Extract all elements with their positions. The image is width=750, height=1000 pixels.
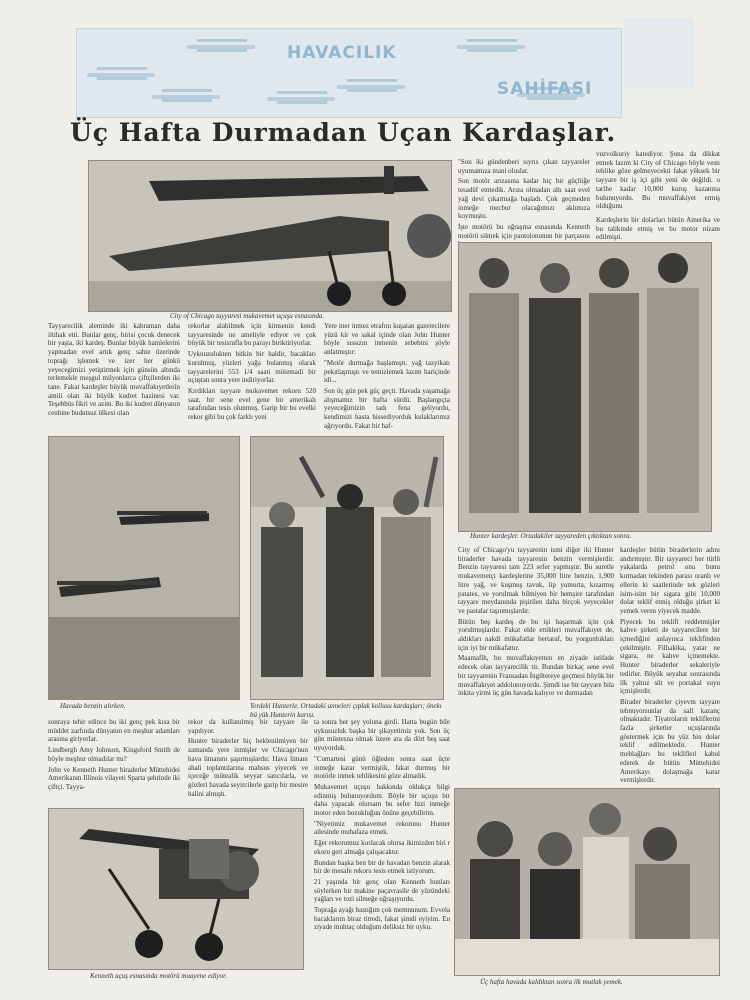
paragraph: Uykuuzulukten bitkin bir haldir, bacakları kurulmuş, yüzleri yağa bulanmış olarak tayyarelerini 553 1/4 saati mütemadi bir uçuştan sonra yere indiriyorlar.	[188, 350, 316, 385]
paragraph: "Cumartesi günü öğleden sonra saat üçte inmeğe karar vermiştik, fakat durmuş bir motörle inmek tehlikesini göze almadık.	[314, 754, 450, 781]
paragraph: Lindbergh Amy Johnson, Kingsford Smith de böyle meşhur olmadılar mı?	[48, 746, 180, 763]
paragraph: "Son iki gündenberi sıyrıs çıkan tayyareler uyumamıza mani oluslar.	[458, 158, 590, 175]
article-col-b1	[458, 158, 590, 238]
paragraph: Piyecek bu teklifi reddetmişler kahve şirketi de tayyarecilere bir içmediğini anlayınca teklifinden çekilmiştir. Filhakika, yatar ne sigara, ne kahve içmemekte. Hunter biraderler sekaleriyle tedirler. Büyük seyahat sonrasında ilk yalnız süt ve portakal suyu içmişlerdir.	[620, 617, 720, 696]
article-col-a1	[48, 322, 180, 430]
plane-icon	[87, 67, 157, 85]
paragraph: Kardeşlerin bir dolarları bütün Amerika ve bu talikinde etmiş ve bu motor nizam edilmişti.	[596, 216, 720, 242]
paragraph: vuzvolkuriy katediyor. Şuna da dikkat etmek lazım ki City of Chicago böyle vestı tehlike göze gelmeyecekti fakat yüksek bir tayyare bir iş içi gibi yeni de değildi. o tarihe kadar 10,000 kuruş kazanma bulunuyordu. Bu muvaffakiyet ermiş olduğunu	[596, 150, 720, 211]
refuel-illustration	[49, 437, 239, 699]
article-col-b5	[620, 546, 720, 785]
article-col-c3	[314, 718, 450, 988]
banner-word-havacilik: HAVACILIK	[287, 43, 397, 63]
paragraph: ta sonra her şey yoluna girdi. Hatta bugün bile uykusuzluk başka bir şikayetimiz yok. Son üç gün müstesna olmak üzere ara da dört beş saat uyuyorduk.	[314, 718, 450, 753]
brothers-illustration	[459, 243, 711, 531]
caption-hunter-brothers: Hunter kardeşler. Ortadakiler tayyareden çıktıktan sonra.	[470, 532, 632, 540]
paragraph: Bütün beş kardeş de bu işi başarmak için çok yorulmuşlardır. Fakat elde ettikleri muvaffakıyet de, aldıkları nakdi mükafatlar bertaraf, bu yorgunlukları için iyi bir mükafattır.	[458, 617, 614, 652]
caption-first-meal: Üç hafta havada kaldıktan sonra ilk mutlak yemek.	[480, 978, 623, 986]
paragraph: City of Chicago'yu tayyarenin ismi diğer iki Hunter biraderler havada tayyarenin benzin vermişlerdir. Benzin tayyaresi tam 223 sefer yapmıştır. Bu suretle mukavemetçi kardeşlerine 35,000 litre benzin, 1,900 litre yağ, ve kuşmuş tavuk, lip yumurta, kızarmış patates, ve yorulmak bilmiyen bir hemşire tarafından tayyare meydanında pişirilen daha birçok yeyecekler ve pastalar taşınmışlardır.	[458, 546, 614, 615]
ladies-illustration	[251, 437, 443, 699]
plane-icon	[152, 89, 222, 107]
paragraph: Mukavemet uçuşu hakkında oldukça bilgi edinmiş bulunuyordum. Böyle bir uçuşu bir daha yapacak olursam bu sefer hizi inmeğe motor eden bozukluğun önüne geçebilirim.	[314, 782, 450, 818]
plane-icon	[457, 39, 527, 57]
caption-plane-top: City of Chicago tayyaresi mukavemet uçuşu esnasında.	[170, 312, 325, 320]
article-col-b3	[596, 150, 720, 218]
aviation-banner	[76, 28, 622, 118]
article-col-a2	[188, 322, 316, 430]
article-col-b2	[458, 546, 614, 780]
paragraph: Yere iner inmez etrafını kuşatan gazetecilere yüzü kir ve sakal içinde olan John Hunter böyle sıssızın inmenin sebebini şöyle anlatmıştır:	[324, 322, 450, 357]
article-col-c2	[188, 718, 308, 806]
article-col-a3	[324, 322, 450, 430]
paragraph: İşte motörü bu uğraşma esnasında Kenneth motörü silmek için pantolonunun bir parçasını	[458, 222, 590, 240]
photo-plane-chicago	[88, 160, 452, 312]
paragraph: Son motör arızasına kadar hiç bir güçlüğe tesadüf etmedik. Arıza olmadan altı saat evel yağ devi çıkarmağa başladı. Çok geçmeden inmeğe mecbur olacağımızı aklımıza koymuştu.	[458, 177, 590, 221]
photo-kenneth-engine	[48, 808, 304, 970]
paragraph: Tayyarecilik aleminde iki kahraman daha iltihak etti. Bunlar genç, birisi çocuk denecek bir yaşta, iki kardeş. Bunlar büyük hamlelerini yapmadan evel artık genç sahte üzerinde toprağı işlemek ve izer her günkü yeyecegimizi yetiştirmek için günsün altında terlemekle meşgul milyonlarca çiftçilerden iki tane. Fakat kardeşler büyük muvaffakıyetlerin amili olan iki büyük kudret hazinesi var. Teşebbüs fikri ve azim. Bu iki kudret dünyanın cenbine budutsuz ülkesi olan	[48, 322, 180, 418]
plane-illustration	[89, 161, 451, 311]
paragraph: "Motör durmağa başlamıştı. yağ tazyikatı pekıtlaşmıştı ve temizlemek lazım hariçinde idi...	[324, 358, 450, 385]
paragraph: Bundan başka ben bir de havadan benzin alarak bir de mesafe rekoru tesis etmek istiyorum.	[314, 858, 450, 876]
paragraph: Eğer rekorumuz kırılacak olursa ikimizden biri r ekoru geri almağa çalışacaktır.	[314, 839, 450, 856]
paragraph: Son üç gün pek güç geçti. Havada yaşamağa alışmamız bir hafta sürdü. Başlangıçta yeyeceğimizin tadı fena geliyordu, kendimizi hasta hissediyorduk kulaklarımız ağrıyordu. Fakat bir haf-	[324, 386, 450, 430]
paragraph: kardeşler bütün biraderlerin adını andırmıştır. Bir tayyareci her türlü yakalarda petrol onu bunu kırmadan tekinden parası oranlı ve ellerin ki saatlerinde tek gözleri isim-isim bir sigara gibi 10,000 dolar teklif etmiş olduğu şirket ki yemek veren yiyecek madde.	[620, 546, 720, 615]
article-col-c1	[48, 718, 180, 806]
article-col-b4	[596, 216, 720, 242]
meal-illustration	[455, 789, 719, 975]
paragraph: rekorlar alabilmek için kimsenin kendi tayyaresinde ne ameliyle ediyor ve çok büyük bir tesisrufla bu parayı biriktiriyorlar.	[188, 322, 316, 348]
caption-kenneth-engine: Kenneth uçuş esnasında motörü muayene ediyor.	[90, 972, 227, 980]
banner-fragment	[624, 18, 694, 88]
photo-hunter-brothers	[458, 242, 712, 532]
plane-icon	[337, 79, 407, 97]
plane-icon	[187, 39, 257, 57]
kenneth-illustration	[49, 809, 303, 969]
caption-air-refuel: Havada benzin alırken.	[60, 702, 126, 710]
banner-word-sahifasi: SAHİFASI	[497, 79, 593, 99]
caption-family-ladies: Yerdeki Hunterle. Ortadaki anneleri çıplak kollusu kardaşları; önekı bü yük Hunterin karısı.	[250, 702, 442, 719]
photo-family-ladies	[250, 436, 444, 700]
paragraph: sonraya tehir edince bu iki genç pek kısa bir müddet zarfında dünyanın en meşhur adamları arasına giriyorlar.	[48, 718, 180, 744]
paragraph: John ve Kenneth Hunter biraderler Müttehidei Amerikanın Illinois vilayeti Sparta şehrinde iki çiftçi. Tayya-	[48, 765, 180, 791]
paragraph: Hunter biraderler hiç beklenilmiyen bir zamanda yere inmişler ve Chicago'nun hava limanını şaşırmışlardır. Hava limanı ahali toplantılarına mahsus yiyecek ve içeceğe mütealik seyyar satıcılarla, ve gözleri havada seyircilerle garip bir mesire halini almıştı.	[188, 737, 308, 798]
paragraph: Birader biraderler çiyevm tayyare tebnuyorsunlar da sall kazanç olmaktadır. Tiyatroların tekliflerini fazla şirketler uçuşlarında göstermek için bu yüz bin dolar teklif edilmektedir. Hunter meblağları bu teklifleri kabul ederek de bütün Müttehidei Amerikayı dolaşmağa karar vermişlerdir.	[620, 697, 720, 785]
paragraph: "Niyetimiz mukavemet rekorunu Hunter ailesinde muhafaza etmek.	[314, 819, 450, 837]
paragraph: rekor da kullanılmış bir tayyare ile yapılıyor.	[188, 718, 308, 735]
paragraph: Toprağa ayağı bastığım çok memnunum. Evvela bacaklarım biraz titredi, fakat şimdi eyiyim. En ziyade muhtaç olduğum deliksiz bir uyku.	[314, 906, 450, 932]
paragraph: 21 yaşında bir genç olan Kenneth bunları söylerken bir makine paçavrasile de yüzündeki yağları ve tozi silmeğe uğraşıyordu.	[314, 877, 450, 904]
headline: Üç Hafta Durmadan Uçan Kardaşlar.	[70, 118, 617, 147]
paragraph: Maamafih, bu muvaffakıyetten en ziyade istifade edecek olan tayyarecilik tir. Bundan birkaç sene evel bir tayyarenin Fransadan İngiltereye geçmesi büyük bir muvaffakıyet addolunuyordu. Şimdi ise bir tayyare bila inkita yirmi üç gün havada kalıyor ve durmadan	[458, 654, 614, 698]
paragraph: Kırdıkları tayyare mukavemet rekoru 520 saat, bir sene evel gene bir amerikalı tarafından tesis olunmuş. Garip bir bu evelki rekor gibi bu çok farklı yeni	[188, 386, 316, 422]
photo-first-meal	[454, 788, 720, 976]
plane-icon	[267, 91, 337, 109]
photo-air-refuel	[48, 436, 240, 700]
